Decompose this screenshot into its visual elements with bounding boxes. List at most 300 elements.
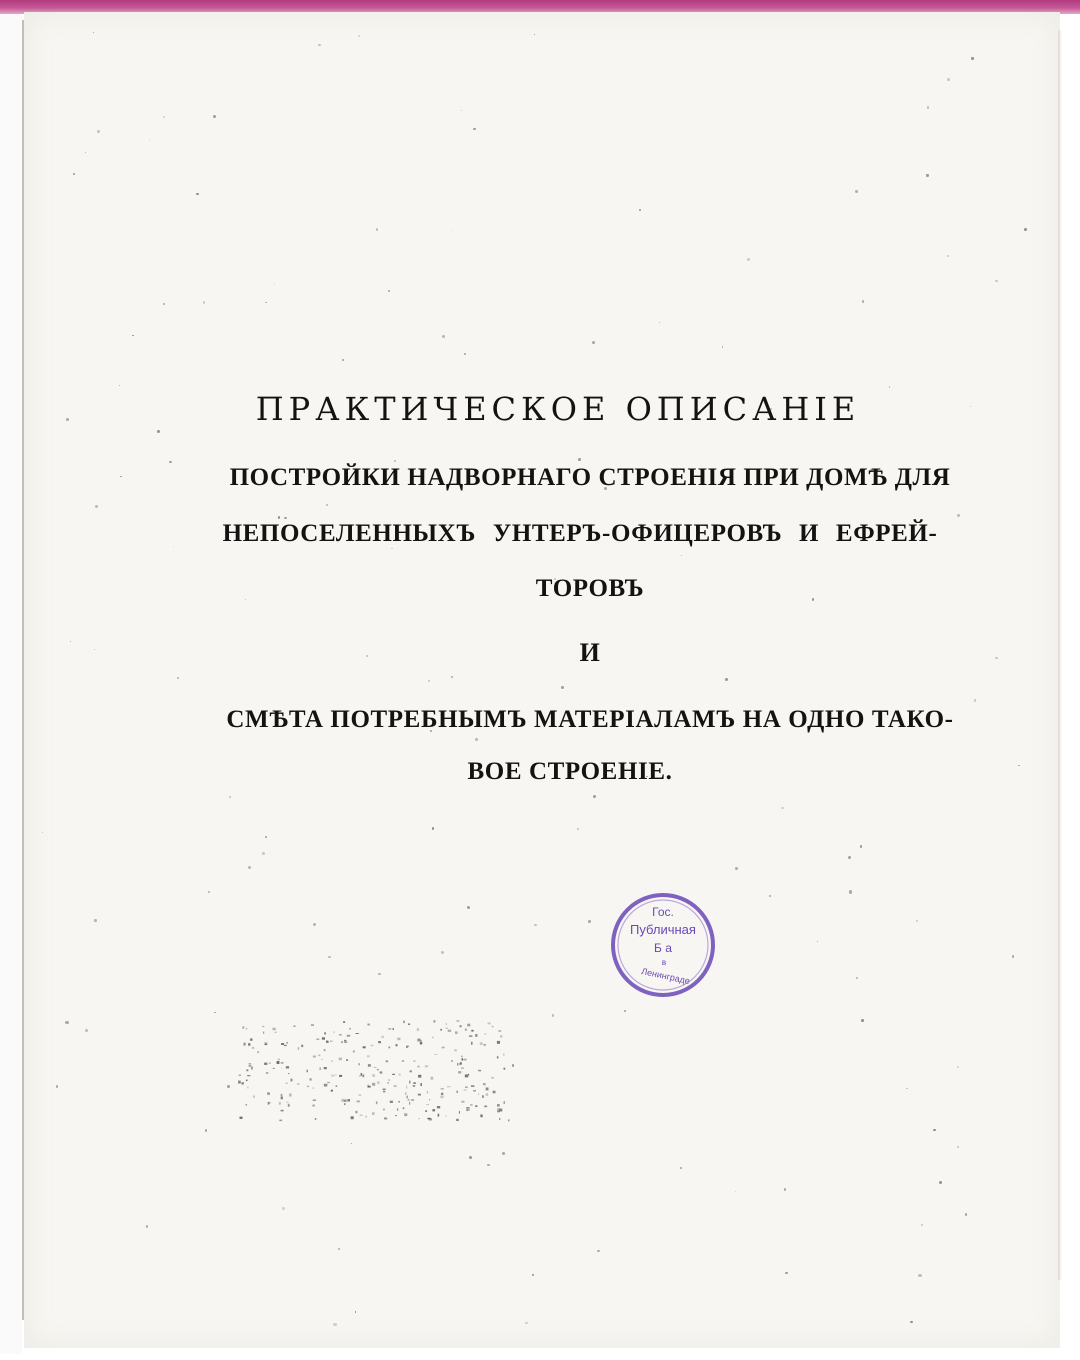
paper-speck <box>927 106 930 109</box>
paper-speck <box>597 1250 599 1252</box>
smudge-dot <box>247 1075 250 1076</box>
smudge-dot <box>503 1054 504 1056</box>
smudge-dot <box>388 1028 391 1030</box>
smudge-dot <box>339 1075 342 1077</box>
paper-speck <box>578 458 581 461</box>
paper-speck <box>861 1019 864 1022</box>
paper-speck <box>916 920 918 922</box>
smudge-dot <box>363 1046 366 1048</box>
smudge-dot <box>425 1110 427 1112</box>
smudge-dot <box>432 1109 435 1111</box>
smudge-dot <box>408 1099 410 1101</box>
smudge-dot <box>390 1101 393 1103</box>
smudge-dot <box>463 1059 466 1061</box>
smudge-dot <box>442 1047 445 1049</box>
smudge-dot <box>359 1063 360 1065</box>
smudge-dot <box>307 1070 309 1073</box>
paper-speck <box>318 44 321 47</box>
smudge-dot <box>378 1041 381 1043</box>
paper-speck <box>1012 955 1015 958</box>
smudge-dot <box>413 1061 416 1062</box>
smudge-dot <box>421 1040 422 1041</box>
stamp-line-1: Гос. <box>652 905 674 919</box>
smudge-dot <box>359 1094 362 1096</box>
smudge-dot <box>318 1055 320 1057</box>
paper-speck <box>639 209 641 211</box>
smudge-dot <box>431 1077 434 1080</box>
smudge-dot <box>482 1095 483 1098</box>
smudge-dot <box>257 1051 259 1053</box>
smudge-dot <box>467 1024 470 1027</box>
smudge-dot <box>273 1068 275 1069</box>
paper-speck <box>94 919 97 922</box>
smudge-dot <box>266 1072 269 1073</box>
smudge-dot <box>312 1088 314 1089</box>
smudge-dot <box>263 1032 264 1034</box>
smudge-dot <box>279 1120 282 1122</box>
smudge-dot <box>492 1026 494 1027</box>
paper-speck <box>722 346 723 347</box>
smudge-dot <box>262 1026 264 1027</box>
smudge-dot <box>368 1064 371 1067</box>
smudge-dot <box>248 1043 250 1046</box>
smudge-dot <box>331 1090 333 1092</box>
paper-speck <box>265 836 267 838</box>
paper-speck <box>487 1164 489 1166</box>
smudge-dot <box>287 1042 288 1044</box>
smudge-dot <box>461 1068 464 1069</box>
smudge-dot <box>420 1042 422 1045</box>
paper-speck <box>849 890 852 893</box>
paper-speck <box>918 1274 921 1277</box>
smudge-dot <box>281 1096 283 1099</box>
smudge-dot <box>374 1067 377 1068</box>
smudge-dot <box>493 1091 496 1094</box>
document-title: ПРАКТИЧЕСКОЕ ОПИСАНІЕ <box>255 390 861 428</box>
paper-speck <box>85 152 86 153</box>
smudge-dot <box>360 1115 363 1116</box>
smudge-dot <box>288 1073 289 1074</box>
smudge-dot <box>427 1118 430 1119</box>
smudge-dot <box>462 1101 465 1103</box>
smudge-dot <box>335 1074 336 1076</box>
smudge-dot <box>417 1039 420 1042</box>
paper-speck <box>577 828 579 830</box>
paper-speck <box>265 302 267 304</box>
smudge-dot <box>460 1025 462 1027</box>
smudge-dot <box>372 1112 375 1115</box>
paper-speck <box>906 1088 908 1090</box>
smudge-dot <box>402 1061 404 1062</box>
smudge-dot <box>389 1079 390 1080</box>
smudge-dot <box>473 1090 476 1091</box>
stamp-line-4: в <box>661 958 667 967</box>
smudge-dot <box>275 1032 277 1033</box>
smudge-dot <box>484 1033 486 1034</box>
paper-speck <box>784 1188 786 1190</box>
paper-speck <box>388 290 390 292</box>
paper-speck <box>552 1014 554 1016</box>
smudge-dot <box>437 1106 440 1108</box>
smudge-dot <box>460 1062 462 1065</box>
smudge-dot <box>297 1083 299 1085</box>
smudge-dot <box>241 1082 244 1084</box>
ink-bleed-smudge <box>238 1020 518 1130</box>
smudge-dot <box>432 1037 434 1038</box>
paper-speck <box>947 78 950 81</box>
smudge-dot <box>486 1088 489 1091</box>
smudge-dot <box>264 1063 267 1065</box>
smudge-dot <box>410 1070 412 1072</box>
text-line-2: НЕПОСЕЛЕННЫХЪ УНТЕРЪ-ОФИЦЕРОВЪ И ЕФРЕЙ- <box>222 520 938 547</box>
smudge-dot <box>349 1028 351 1030</box>
paper-speck <box>971 57 973 59</box>
smudge-dot <box>298 1047 299 1050</box>
paper-speck <box>282 1207 285 1210</box>
paper-speck <box>467 906 470 909</box>
text-line-3: ТОРОВЪ <box>535 575 645 602</box>
smudge-dot <box>249 1063 252 1064</box>
paper-speck <box>214 1012 215 1013</box>
smudge-dot <box>475 1105 477 1107</box>
smudge-dot <box>499 1118 500 1120</box>
stamp-line-2: Публичная <box>630 922 696 937</box>
paper-speck <box>848 856 851 859</box>
smudge-dot <box>367 1024 370 1026</box>
smudge-dot <box>409 1102 410 1105</box>
smudge-dot <box>372 1074 375 1077</box>
smudge-dot <box>246 1080 248 1082</box>
paper-speck <box>85 1029 88 1032</box>
smudge-dot <box>294 1026 296 1027</box>
smudge-dot <box>242 1026 244 1028</box>
smudge-dot <box>344 1103 346 1105</box>
smudge-dot <box>440 1029 442 1031</box>
smudge-dot <box>465 1074 468 1077</box>
smudge-dot <box>343 1021 345 1023</box>
smudge-dot <box>381 1036 384 1038</box>
smudge-dot <box>407 1096 408 1099</box>
smudge-dot <box>394 1085 397 1086</box>
smudge-dot <box>406 1086 407 1089</box>
smudge-dot <box>313 1100 316 1101</box>
smudge-dot <box>347 1099 350 1101</box>
smudge-dot <box>339 1058 342 1061</box>
smudge-dot <box>286 1083 288 1084</box>
smudge-dot <box>413 1082 416 1084</box>
smudge-dot <box>398 1101 400 1102</box>
paper-speck <box>747 258 750 261</box>
smudge-dot <box>386 1060 389 1062</box>
smudge-dot <box>504 1101 506 1104</box>
smudge-dot <box>466 1109 467 1111</box>
smudge-dot <box>456 1091 458 1093</box>
smudge-dot <box>384 1118 387 1120</box>
smudge-dot <box>464 1090 467 1091</box>
paper-speck <box>328 956 331 959</box>
smudge-dot <box>491 1077 494 1078</box>
smudge-dot <box>508 1119 510 1121</box>
smudge-dot <box>471 1042 472 1045</box>
smudge-dot <box>281 1110 284 1112</box>
smudge-dot <box>455 1031 458 1034</box>
smudge-dot <box>388 1047 390 1049</box>
paper-speck <box>65 1021 68 1024</box>
paper-speck <box>469 1156 472 1159</box>
smudge-dot <box>497 1041 500 1044</box>
smudge-dot <box>286 1102 288 1103</box>
smudge-dot <box>268 1102 271 1104</box>
smudge-dot <box>393 1028 395 1030</box>
stamp-line-3: Б а <box>654 941 672 955</box>
smudge-dot <box>249 1065 252 1067</box>
paper-speck <box>313 923 316 926</box>
smudge-dot <box>429 1099 430 1100</box>
smudge-dot <box>246 1104 247 1106</box>
paper-speck <box>974 699 976 701</box>
smudge-dot <box>403 1108 404 1109</box>
smudge-dot <box>355 1111 357 1113</box>
smudge-dot <box>251 1067 253 1070</box>
smudge-dot <box>319 1067 321 1070</box>
smudge-dot <box>411 1099 414 1100</box>
smudge-dot <box>379 1072 381 1073</box>
smudge-dot <box>327 1082 330 1083</box>
paper-speck <box>248 866 251 869</box>
smudge-dot <box>347 1035 350 1037</box>
smudge-dot <box>408 1024 410 1025</box>
paper-speck <box>860 845 862 847</box>
smudge-dot <box>478 1093 479 1095</box>
smudge-dot <box>497 1110 500 1112</box>
smudge-dot <box>336 1085 338 1087</box>
smudge-dot <box>353 1050 355 1052</box>
smudge-dot <box>315 1118 317 1120</box>
smudge-dot <box>346 1059 348 1060</box>
text-line-6: ВОЕ СТРОЕНІЕ. <box>467 758 673 785</box>
smudge-dot <box>497 1104 500 1106</box>
smudge-dot <box>498 1030 501 1032</box>
smudge-dot <box>441 1093 443 1095</box>
smudge-dot <box>307 1086 309 1087</box>
smudge-dot <box>383 1089 386 1091</box>
smudge-dot <box>250 1038 252 1040</box>
smudge-dot <box>465 1086 468 1088</box>
smudge-dot <box>301 1045 303 1047</box>
smudge-dot <box>397 1038 400 1041</box>
smudge-dot <box>357 1101 360 1103</box>
smudge-dot <box>405 1092 406 1095</box>
smudge-dot <box>311 1024 314 1026</box>
smudge-dot <box>321 1059 323 1060</box>
smudge-dot <box>395 1115 397 1116</box>
smudge-dot <box>399 1074 401 1076</box>
smudge-dot <box>470 1104 473 1105</box>
paper-speck <box>451 676 453 678</box>
smudge-dot <box>367 1055 370 1057</box>
smudge-dot <box>278 1059 280 1061</box>
paper-speck <box>1024 228 1027 231</box>
smudge-dot <box>383 1109 384 1111</box>
smudge-dot <box>351 1116 354 1119</box>
smudge-dot <box>475 1034 477 1037</box>
smudge-dot <box>331 1075 334 1077</box>
smudge-dot <box>418 1118 420 1119</box>
smudge-dot <box>377 1069 379 1070</box>
smudge-dot <box>417 1066 419 1068</box>
smudge-dot <box>252 1047 254 1049</box>
smudge-dot <box>413 1085 416 1087</box>
smudge-dot <box>246 1069 248 1071</box>
smudge-dot <box>425 1065 428 1067</box>
smudge-dot <box>264 1042 267 1044</box>
paper-speck <box>525 1322 527 1324</box>
smudge-dot <box>383 1091 385 1093</box>
smudge-dot <box>480 1115 482 1118</box>
smudge-dot <box>277 1061 280 1064</box>
smudge-dot <box>427 1091 428 1094</box>
smudge-dot <box>289 1094 291 1097</box>
smudge-dot <box>326 1041 329 1043</box>
smudge-dot <box>267 1092 270 1094</box>
smudge-dot <box>313 1056 316 1058</box>
smudge-dot <box>504 1068 506 1070</box>
smudge-dot <box>434 1020 436 1023</box>
paper-speck <box>213 115 216 118</box>
smudge-dot <box>365 1116 367 1118</box>
paper-speck <box>441 951 444 954</box>
library-stamp <box>608 893 718 997</box>
paper-speck <box>475 738 477 740</box>
smudge-dot <box>447 1086 450 1087</box>
smudge-dot <box>284 1045 287 1046</box>
smudge-dot <box>426 1104 429 1105</box>
smudge-dot <box>500 1035 502 1037</box>
smudge-dot <box>457 1063 458 1066</box>
smudge-dot <box>322 1037 325 1039</box>
smudge-dot <box>486 1093 489 1096</box>
smudge-dot <box>488 1022 491 1024</box>
smudge-dot <box>330 1041 333 1042</box>
smudge-dot <box>344 1041 347 1044</box>
paper-speck <box>561 686 563 688</box>
smudge-dot <box>440 1096 444 1099</box>
smudge-dot <box>372 1083 375 1086</box>
smudge-dot <box>286 1066 289 1068</box>
paper-speck <box>588 920 591 923</box>
smudge-dot <box>418 1094 421 1096</box>
smudge-dot <box>404 1113 407 1116</box>
smudge-dot <box>244 1043 246 1046</box>
smudge-dot <box>462 1058 464 1060</box>
smudge-dot <box>339 1034 342 1035</box>
smudge-dot <box>240 1117 243 1119</box>
smudge-dot <box>457 1020 460 1022</box>
smudge-dot <box>312 1105 315 1107</box>
smudge-dot <box>469 1035 472 1037</box>
smudge-dot <box>376 1101 378 1104</box>
smudge-dot <box>454 1049 457 1051</box>
smudge-dot <box>371 1045 374 1047</box>
smudge-dot <box>471 1085 474 1087</box>
smudge-dot <box>458 1071 461 1073</box>
smudge-dot <box>446 1115 447 1116</box>
smudge-dot <box>446 1028 449 1030</box>
text-line-4: И <box>579 638 601 667</box>
smudge-dot <box>341 1041 342 1043</box>
smudge-dot <box>281 1094 283 1096</box>
smudge-dot <box>403 1021 405 1024</box>
smudge-dot <box>484 1106 487 1108</box>
smudge-dot <box>272 1028 275 1030</box>
smudge-dot <box>461 1056 462 1058</box>
paper-speck <box>680 1167 682 1169</box>
smudge-dot <box>497 1108 500 1111</box>
smudge-dot <box>465 1029 467 1031</box>
smudge-dot <box>418 1075 421 1078</box>
paper-speck <box>889 386 890 387</box>
smudge-dot <box>466 1107 469 1109</box>
smudge-dot <box>377 1081 380 1083</box>
smudge-dot <box>253 1095 255 1097</box>
stamp-line-5: Ленинграде <box>640 966 691 987</box>
smudge-dot <box>310 1078 312 1080</box>
smudge-dot <box>238 1081 241 1084</box>
smudge-dot <box>333 1031 334 1033</box>
smudge-dot <box>247 1087 248 1089</box>
smudge-dot <box>324 1084 328 1087</box>
smudge-dot <box>341 1099 343 1102</box>
smudge-dot <box>417 1028 419 1031</box>
smudge-dot <box>421 1083 422 1086</box>
smudge-dot <box>344 1100 347 1102</box>
smudge-dot <box>316 1039 319 1040</box>
smudge-dot <box>471 1030 473 1032</box>
paper-speck <box>42 832 43 833</box>
smudge-dot <box>265 1044 268 1046</box>
smudge-dot <box>363 1075 365 1078</box>
scanned-page <box>24 12 1060 1348</box>
smudge-dot <box>288 1104 290 1107</box>
smudge-dot <box>239 1075 241 1076</box>
smudge-dot <box>291 1079 293 1082</box>
paper-speck <box>781 807 784 810</box>
smudge-dot <box>448 1030 451 1032</box>
text-line-5: СМѢТА ПОТРЕБНЫМЪ МАТЕРІАЛАМЪ НА ОДНО ТАКО- <box>226 706 954 733</box>
smudge-dot <box>281 1062 284 1064</box>
paper-speck <box>157 430 160 433</box>
smudge-dot <box>356 1033 359 1034</box>
smudge-dot <box>434 1054 437 1055</box>
paper-speck <box>957 1066 959 1068</box>
paper-speck <box>856 977 858 979</box>
smudge-dot <box>368 1086 371 1088</box>
text-line-1: ПОСТРОЙКИ НАДВОРНАГО СТРОЕНІЯ ПРИ ДОМѢ ДЛЯ <box>229 464 951 491</box>
page-left-margin <box>0 14 22 1354</box>
smudge-dot <box>483 1044 486 1045</box>
paper-speck <box>681 555 682 556</box>
smudge-dot <box>324 1067 327 1069</box>
smudge-dot <box>459 1111 460 1114</box>
smudge-dot <box>406 1046 408 1048</box>
paper-speck <box>995 280 997 282</box>
paper-speck <box>451 230 452 231</box>
smudge-dot <box>388 1082 389 1084</box>
paper-speck <box>592 341 595 344</box>
paper-speck <box>725 678 728 681</box>
smudge-dot <box>246 1028 247 1029</box>
smudge-dot <box>331 1060 332 1061</box>
